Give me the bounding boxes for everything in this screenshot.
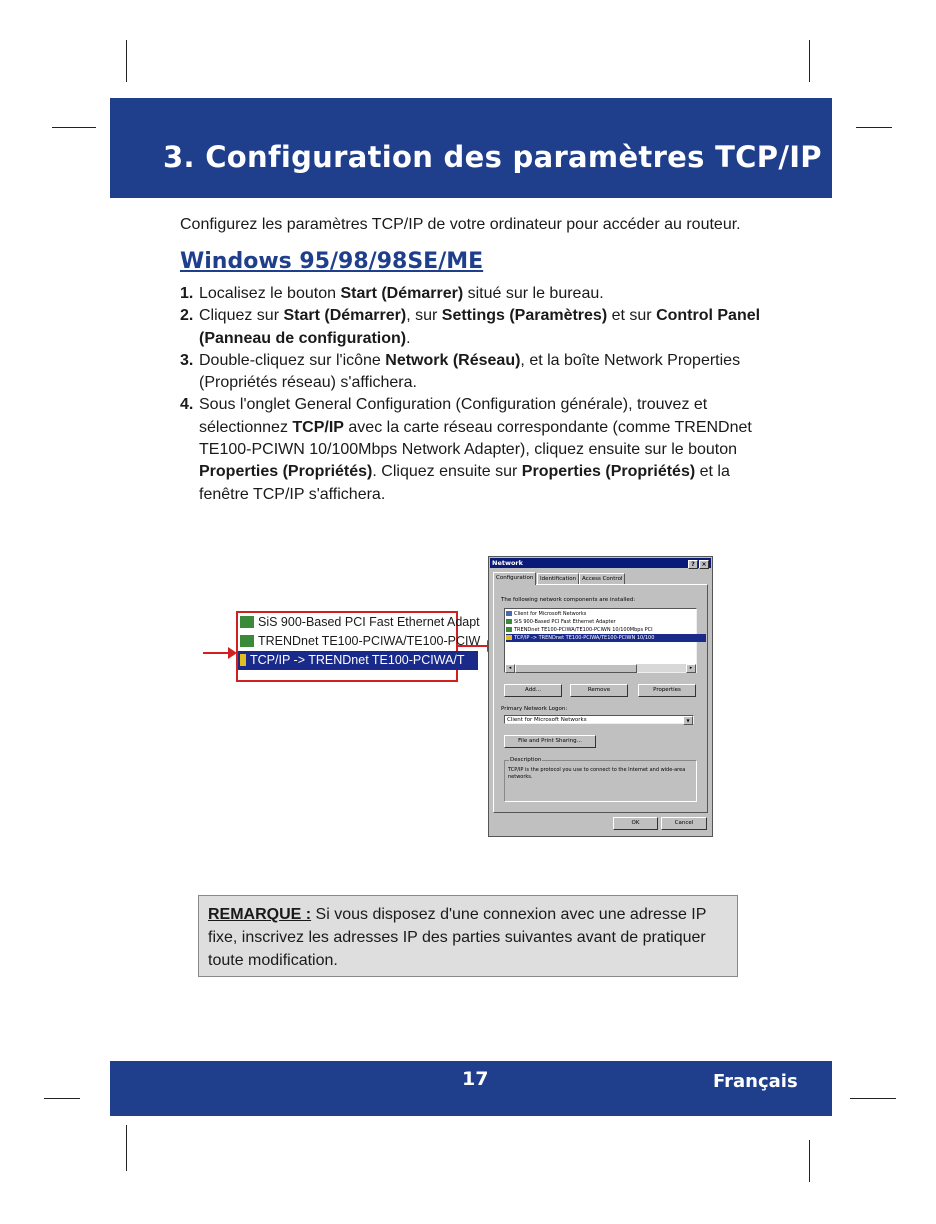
list-item[interactable] [506, 610, 706, 618]
network-adapter-icon [506, 627, 512, 632]
components-label: The following network components are installed: [501, 597, 636, 603]
page-number: 17 [462, 1068, 489, 1090]
crop-mark [856, 127, 892, 128]
list-item[interactable] [238, 632, 481, 651]
list-item-selected[interactable] [506, 634, 706, 642]
list-item[interactable] [238, 613, 478, 632]
step-text: Cliquez sur Start (Démarrer), sur Settings (Paramètres) et sur Control Panel (Panneau de configuration). [199, 307, 761, 347]
note-label: REMARQUE : [208, 906, 312, 923]
list-item-label: SiS 900-Based PCI Fast Ethernet Adapter [514, 619, 616, 625]
remove-button[interactable]: Remove [570, 684, 628, 697]
crop-mark [52, 127, 96, 128]
header-bar [110, 98, 832, 198]
list-item-label: SiS 900-Based PCI Fast Ethernet Adapt [258, 615, 480, 629]
step-text: Double-cliquez sur l'icône Network (Réseau), et la boîte Network Properties (Propriétés réseau) s'affichera. [199, 351, 741, 392]
client-icon [506, 611, 512, 616]
crop-mark [809, 1140, 810, 1182]
section-heading: Windows 95/98/98SE/ME [180, 249, 484, 274]
crop-mark [126, 40, 127, 82]
list-item-label: Client for Microsoft Networks [514, 611, 587, 617]
step-number: 4. [180, 396, 194, 414]
language-label: Français [713, 1071, 798, 1092]
step-4 [180, 394, 780, 505]
dialog-title: Network [492, 559, 523, 567]
crop-mark [850, 1098, 896, 1099]
logon-value: Client for Microsoft Networks [507, 717, 587, 723]
tab-access-control[interactable]: Access Control [579, 573, 625, 584]
list-item-label: TRENDnet TE100-PCIWA/TE100-PCIW [258, 634, 481, 648]
scroll-left-icon[interactable]: ◂ [505, 664, 515, 673]
logon-label: Primary Network Logon: [501, 706, 568, 712]
list-item-label: TRENDnet TE100-PCIWA/TE100-PCIWN 10/100Mbps PCI [514, 627, 653, 633]
properties-button[interactable]: Properties [638, 684, 696, 697]
list-item[interactable] [506, 626, 706, 634]
steps-list [180, 283, 780, 506]
crop-mark [809, 40, 810, 82]
network-adapter-icon [506, 619, 512, 624]
horizontal-scrollbar[interactable] [505, 664, 696, 672]
step-number: 2. [180, 307, 194, 325]
step-2 [180, 305, 780, 350]
page-title: 3. Configuration des paramètres TCP/IP [163, 140, 822, 174]
dialog-titlebar [490, 558, 711, 568]
description-group [504, 757, 697, 802]
note-text: Si vous disposez d'une connexion avec une adresse IP fixe, inscrivez les adresses IP des parties suivantes avant de pratiquer toute modification. [208, 906, 707, 969]
components-list[interactable] [504, 608, 697, 673]
help-button[interactable]: ? [688, 560, 698, 569]
cancel-button[interactable]: Cancel [661, 817, 707, 830]
crop-mark [126, 1125, 127, 1171]
list-item-label: TCP/IP -> TRENDnet TE100-PCIWA/TE100-PCIWN 10/100 [514, 635, 655, 641]
crop-mark [44, 1098, 80, 1099]
list-item-selected[interactable] [238, 651, 478, 670]
close-button[interactable]: × [699, 560, 709, 569]
primary-logon-select[interactable] [504, 715, 694, 724]
zoomed-component-list [236, 611, 481, 682]
network-adapter-icon [240, 635, 254, 647]
chevron-down-icon[interactable]: ▼ [683, 716, 693, 725]
protocol-icon [240, 654, 246, 666]
scroll-right-icon[interactable]: ▸ [686, 664, 696, 673]
add-button[interactable]: Add... [504, 684, 562, 697]
list-item-label: TCP/IP -> TRENDnet TE100-PCIWA/T [250, 653, 465, 667]
tab-configuration[interactable]: Configuration [493, 572, 536, 585]
note-box [198, 895, 738, 977]
file-print-sharing-button[interactable]: File and Print Sharing... [504, 735, 596, 748]
step-number: 1. [180, 285, 194, 302]
step-text: Sous l'onglet General Configuration (Configuration générale), trouvez et sélectionnez TCP/IP avec la carte réseau correspondante (comme TRENDnet TE100-PCIWN 10/100Mbps Network Adapter), cliquez ensuite sur le bouton Properties (Propriétés). Cliquez ensuite sur Properties (Propriétés) et la fenêtre TCP/IP s'affichera. [199, 396, 752, 503]
intro-text: Configurez les paramètres TCP/IP de votre ordinateur pour accéder au routeur. [180, 216, 741, 233]
step-3 [180, 350, 780, 395]
scroll-thumb[interactable] [515, 664, 637, 673]
step-text: Localisez le bouton Start (Démarrer) situé sur le bureau. [199, 285, 604, 302]
step-number: 3. [180, 351, 194, 369]
description-text: TCP/IP is the protocol you use to connect to the Internet and wide-area networks. [508, 767, 686, 780]
description-label: Description [510, 757, 542, 763]
step-1 [180, 283, 780, 305]
protocol-icon [506, 635, 512, 640]
ok-button[interactable]: OK [613, 817, 658, 830]
network-dialog [488, 556, 713, 837]
tab-identification[interactable]: Identification [537, 573, 579, 584]
network-adapter-icon [240, 616, 254, 628]
list-item[interactable] [506, 618, 706, 626]
footer-bar [110, 1061, 832, 1116]
